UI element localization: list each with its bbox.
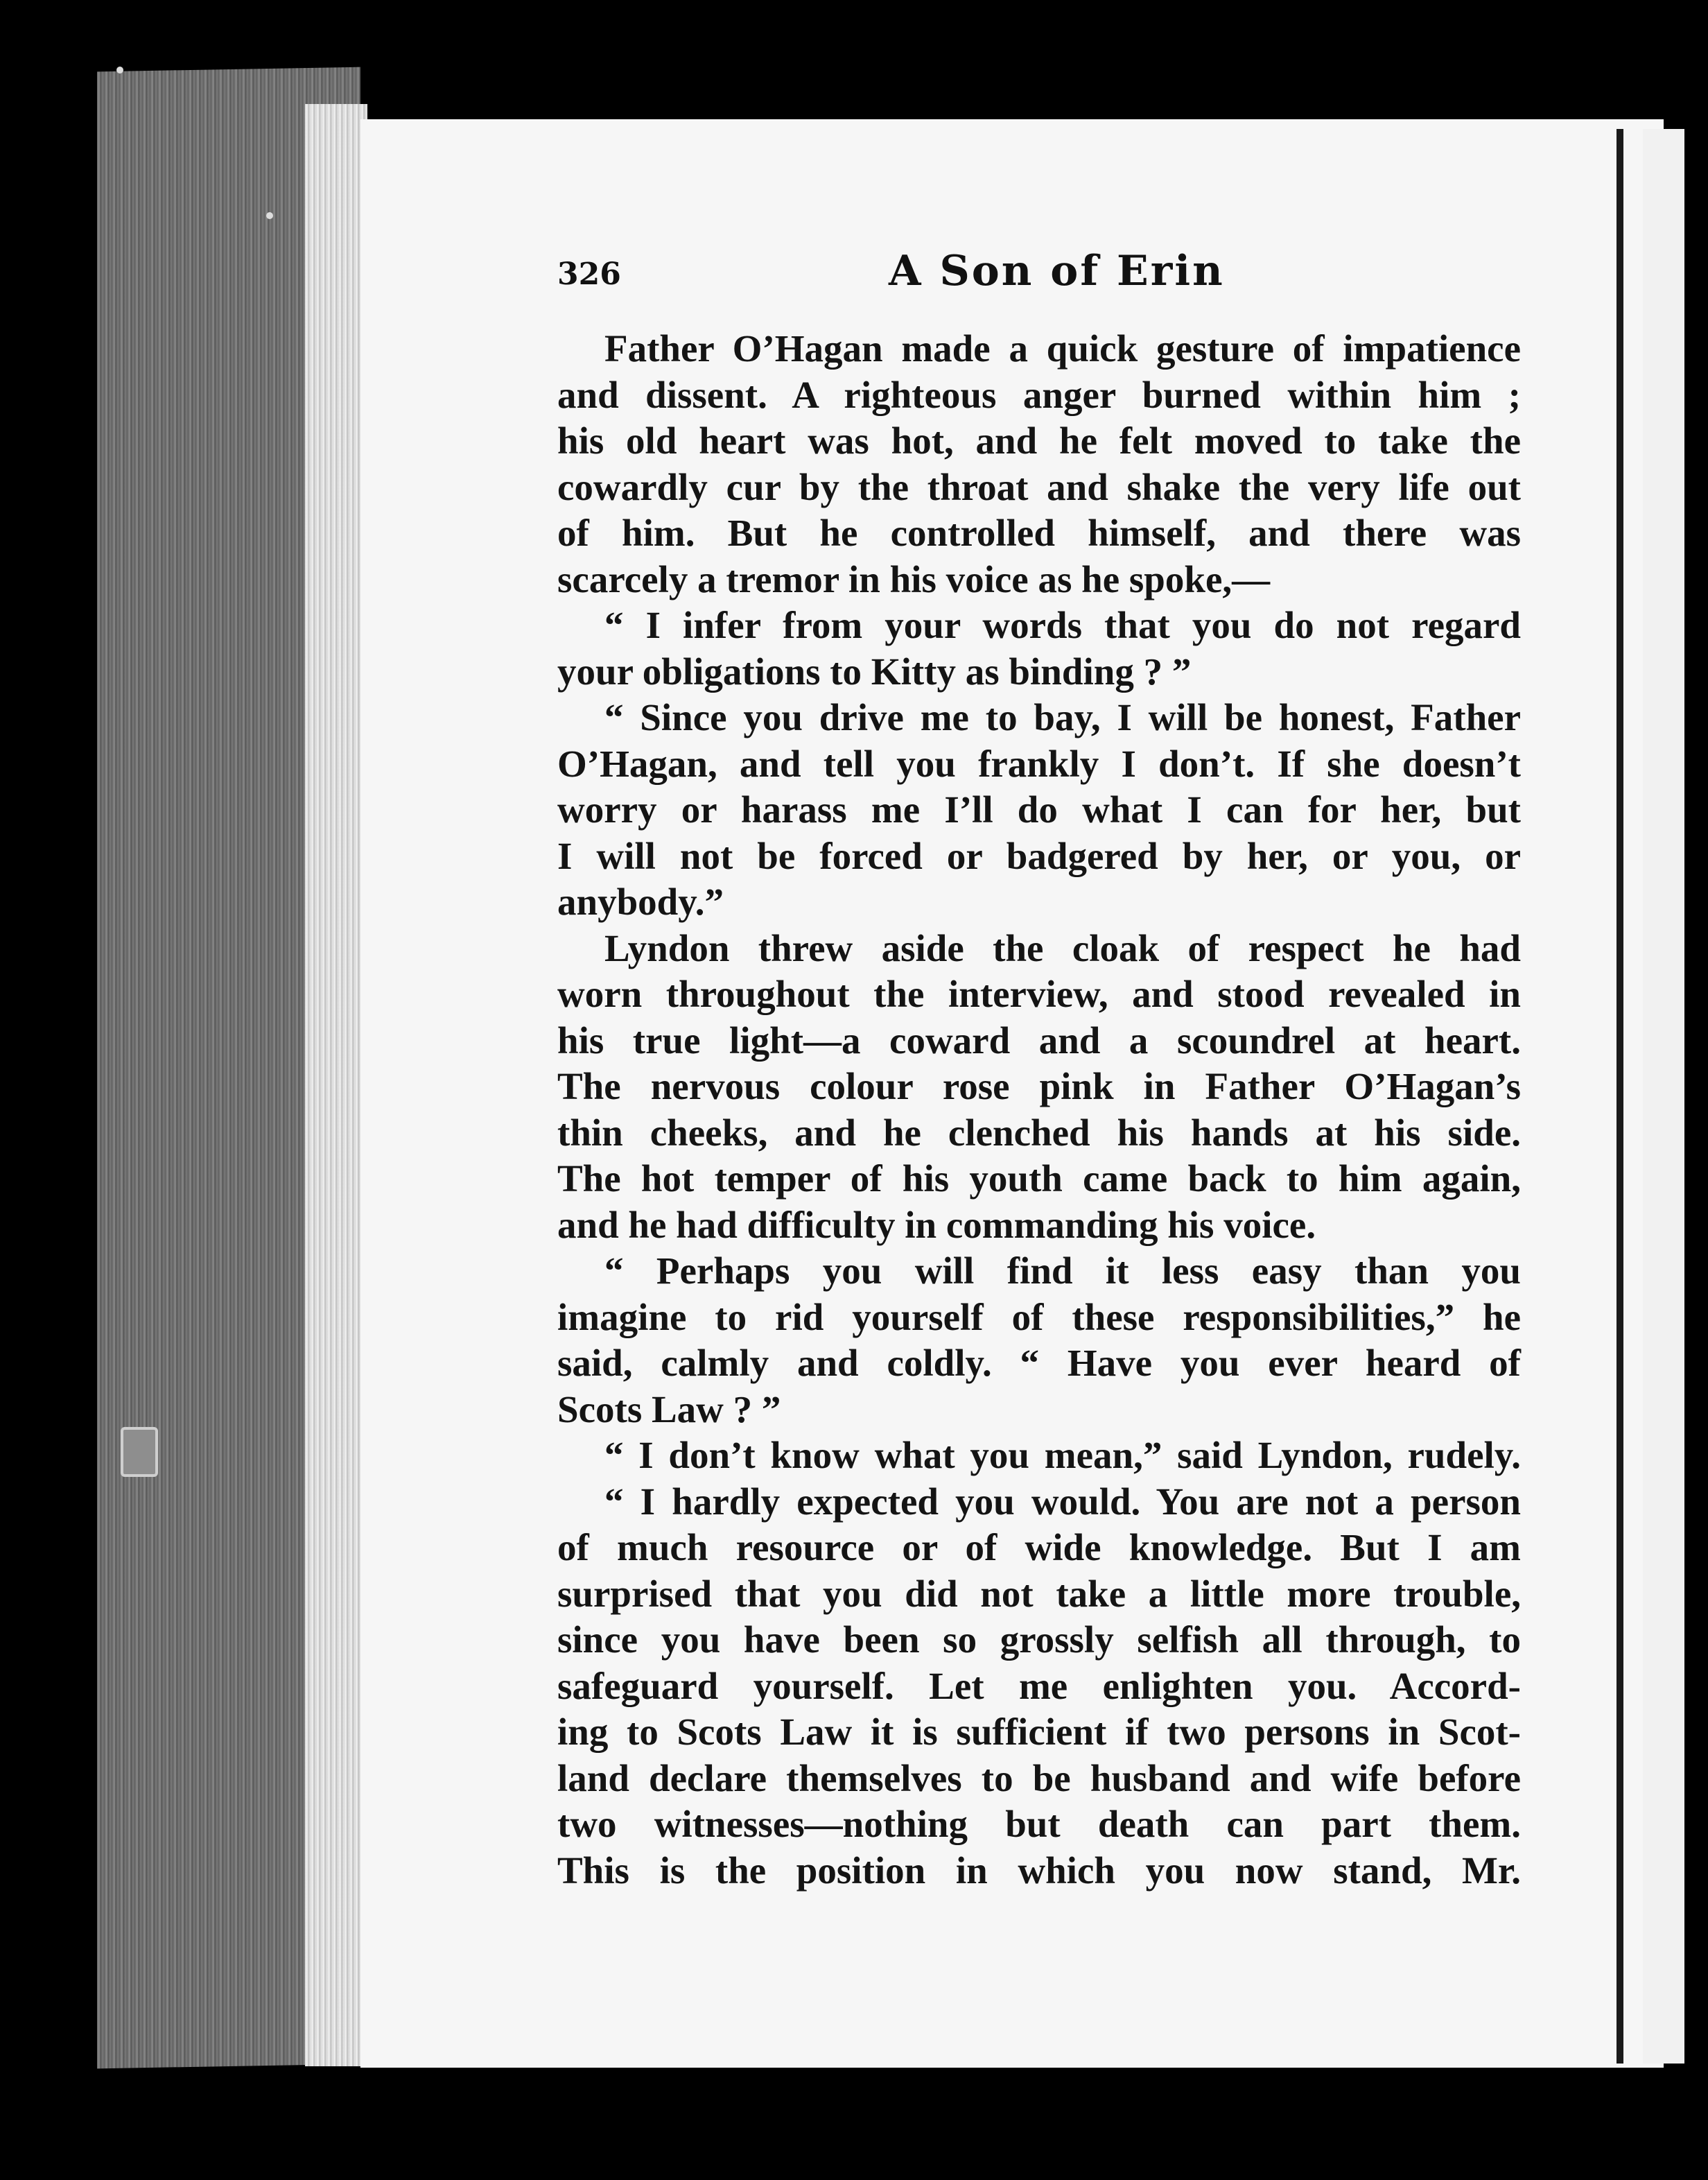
text-line: worn throughout the interview, and stood revealed in	[557, 973, 1521, 1015]
text-line: of him. But he controlled himself, and there was	[557, 512, 1521, 554]
right-page-edge	[1643, 129, 1684, 2064]
text-line: his old heart was hot, and he felt moved to take the	[557, 419, 1521, 462]
text-line: surprised that you did not take a little more trouble,	[557, 1572, 1521, 1615]
text-line: Lyndon threw aside the cloak of respect he had	[604, 926, 1521, 969]
book-gutter	[1617, 129, 1623, 2064]
text-line: and dissent. A righteous anger burned within him ;	[557, 373, 1521, 416]
text-line: cowardly cur by the throat and shake the very life out	[557, 465, 1521, 508]
text-line: anybody.”	[557, 881, 724, 923]
text-line: “ Perhaps you will find it less easy than you	[604, 1249, 1521, 1292]
body-text	[557, 326, 1521, 1894]
text-line: thin cheeks, and he clenched his hands at his side.	[557, 1111, 1521, 1154]
text-line: land declare themselves to be husband and wife before	[557, 1756, 1521, 1799]
text-line: ing to Scots Law it is sufficient if two persons in Scot-	[557, 1711, 1521, 1753]
page-clip-mark	[121, 1427, 158, 1477]
text-line: since you have been so grossly selfish all through, to	[557, 1618, 1521, 1661]
text-line: and he had difficulty in commanding his voice.	[557, 1203, 1316, 1246]
book-page-edges-inner	[305, 104, 367, 2066]
text-line: Scots Law ? ”	[557, 1387, 781, 1430]
text-line: “ I infer from your words that you do not regard	[604, 604, 1521, 646]
text-line: two witnesses—nothing but death can part them.	[557, 1803, 1521, 1845]
text-line: his true light—a coward and a scoundrel at heart.	[557, 1019, 1521, 1062]
page-number: 326	[557, 257, 621, 292]
text-line: The nervous colour rose pink in Father O’Hagan’s	[557, 1065, 1521, 1107]
text-line: imagine to rid yourself of these responsibilities,” he	[557, 1295, 1521, 1338]
text-line: scarcely a tremor in his voice as he spoke,—	[557, 557, 1271, 600]
text-line: safeguard yourself. Let me enlighten you. Accord-	[557, 1664, 1521, 1707]
speck	[266, 212, 273, 219]
text-line: The hot temper of his youth came back to him again,	[557, 1157, 1521, 1200]
text-line: said, calmly and coldly. “ Have you ever heard of	[557, 1342, 1521, 1384]
text-line: Father O’Hagan made a quick gesture of impatience	[604, 327, 1521, 370]
text-line: worry or harass me I’ll do what I can for her, but	[557, 788, 1521, 831]
text-line: “ I don’t know what you mean,” said Lyndon, rudely.	[604, 1434, 1521, 1476]
page-header	[557, 247, 1521, 302]
text-line: I will not be forced or badgered by her, or you, or	[557, 834, 1521, 877]
text-line: “ Since you drive me to bay, I will be honest, Father	[604, 696, 1521, 738]
speck	[116, 67, 123, 73]
text-line: This is the position in which you now stand, Mr.	[557, 1849, 1521, 1892]
text-line: your obligations to Kitty as binding ? ”	[557, 650, 1192, 693]
text-line: “ I hardly expected you would. You are not a person	[604, 1480, 1521, 1523]
text-line: O’Hagan, and tell you frankly I don’t. If she doesn’t	[557, 742, 1521, 785]
text-line: of much resource or of wide knowledge. But I am	[557, 1526, 1521, 1568]
running-title: A Son of Erin	[889, 247, 1225, 295]
